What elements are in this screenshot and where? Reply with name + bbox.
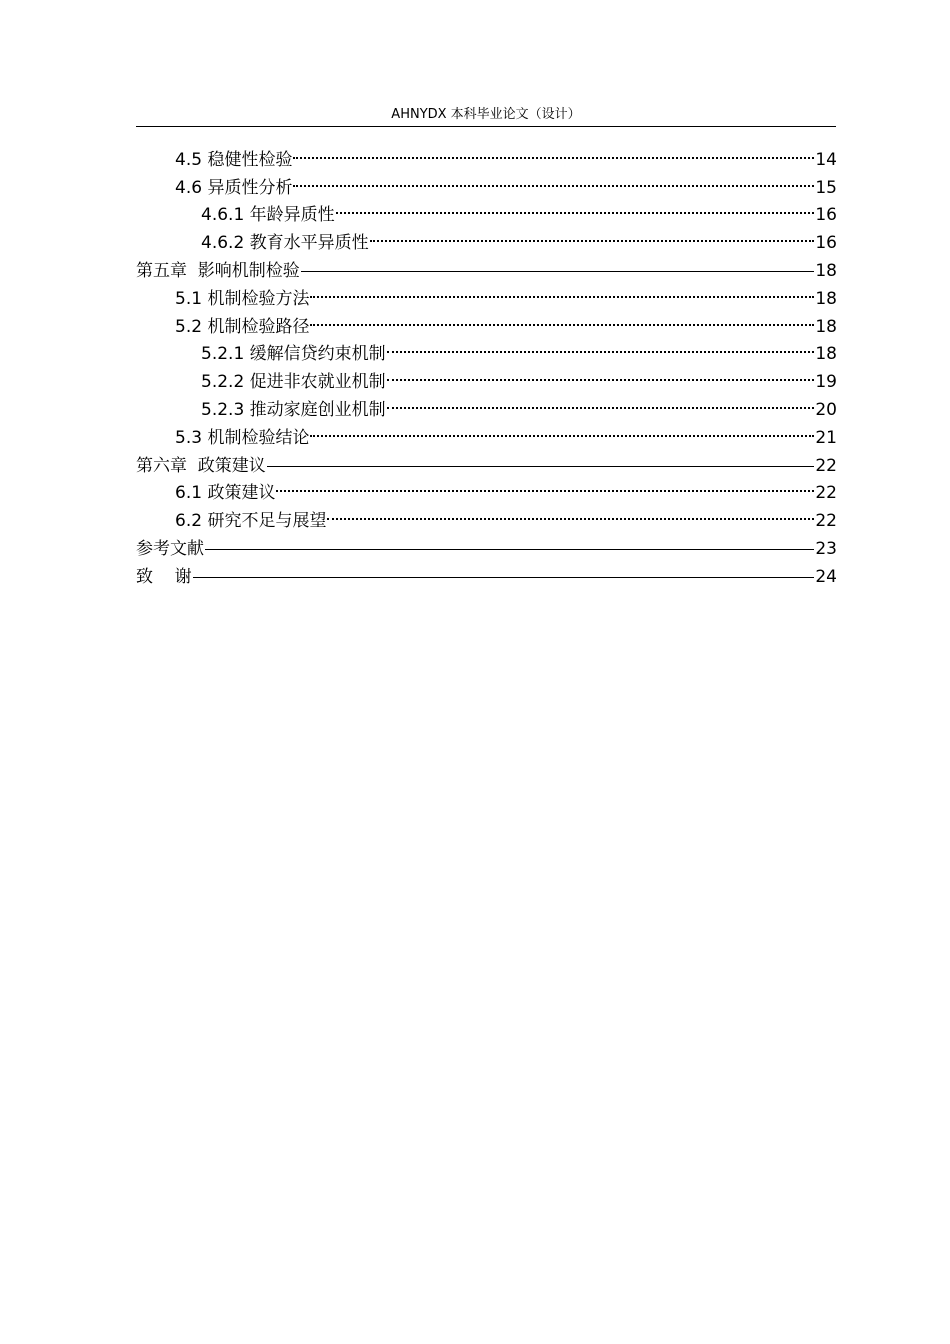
toc-leader xyxy=(310,276,814,304)
toc-leader xyxy=(387,359,815,387)
header-title: AHNYDX 本科毕业论文（设计） xyxy=(391,107,581,122)
toc-page-number: 23 xyxy=(815,538,837,559)
toc-leader xyxy=(293,165,814,193)
toc-entry-label: 致 谢 xyxy=(136,566,192,587)
toc-page-number: 22 xyxy=(815,483,837,504)
toc-page-number: 20 xyxy=(815,399,837,420)
toc-leader xyxy=(276,471,814,499)
toc-page-number: 19 xyxy=(815,372,837,393)
toc-entry-label: 5.2 机制检验路径 xyxy=(175,316,310,337)
toc-page-number: 18 xyxy=(815,316,837,337)
table-of-contents xyxy=(136,137,837,587)
toc-leader xyxy=(267,443,815,471)
toc-page-number: 18 xyxy=(815,288,837,309)
toc-entry-label: 4.6.2 教育水平异质性 xyxy=(201,233,369,254)
toc-page-number: 16 xyxy=(815,233,837,254)
toc-entry[interactable] xyxy=(136,137,837,170)
toc-page-number: 22 xyxy=(815,455,837,476)
toc-entry-label: 4.6.1 年龄异质性 xyxy=(201,205,335,226)
toc-leader xyxy=(205,526,814,554)
toc-entry-label: 4.5 稳健性检验 xyxy=(175,149,293,170)
toc-entry-label: 第五章 影响机制检验 xyxy=(136,260,300,281)
toc-entry[interactable] xyxy=(136,526,837,559)
toc-entry-label: 6.2 研究不足与展望 xyxy=(175,511,327,532)
toc-page-number: 16 xyxy=(815,205,837,226)
toc-leader xyxy=(387,332,815,360)
toc-page-number: 18 xyxy=(815,344,837,365)
toc-leader xyxy=(370,220,815,248)
toc-page-number: 14 xyxy=(815,149,837,170)
page-header xyxy=(136,104,836,127)
toc-leader xyxy=(387,387,815,415)
toc-page-number: 15 xyxy=(815,177,837,198)
toc-page-number: 18 xyxy=(815,260,837,281)
toc-entry-label: 5.2.3 推动家庭创业机制 xyxy=(201,399,386,420)
toc-leader xyxy=(310,415,814,443)
toc-entry-label: 5.3 机制检验结论 xyxy=(175,427,310,448)
toc-page-number: 24 xyxy=(815,566,837,587)
toc-leader xyxy=(293,137,814,165)
toc-leader xyxy=(310,304,814,332)
toc-entry-label: 5.1 机制检验方法 xyxy=(175,288,310,309)
toc-entry-label: 5.2.1 缓解信贷约束机制 xyxy=(201,344,386,365)
toc-entry-label: 参考文献 xyxy=(136,538,204,559)
toc-page-number: 21 xyxy=(815,427,837,448)
toc-entry-label: 第六章 政策建议 xyxy=(136,455,266,476)
toc-leader xyxy=(193,554,815,582)
toc-page-number: 22 xyxy=(815,511,837,532)
toc-entry[interactable] xyxy=(136,554,837,587)
toc-leader xyxy=(327,498,814,526)
toc-leader xyxy=(301,248,815,276)
toc-entry-label: 4.6 异质性分析 xyxy=(175,177,293,198)
toc-entry-label: 6.1 政策建议 xyxy=(175,483,276,504)
toc-leader xyxy=(336,193,815,221)
toc-entry-label: 5.2.2 促进非农就业机制 xyxy=(201,372,386,393)
